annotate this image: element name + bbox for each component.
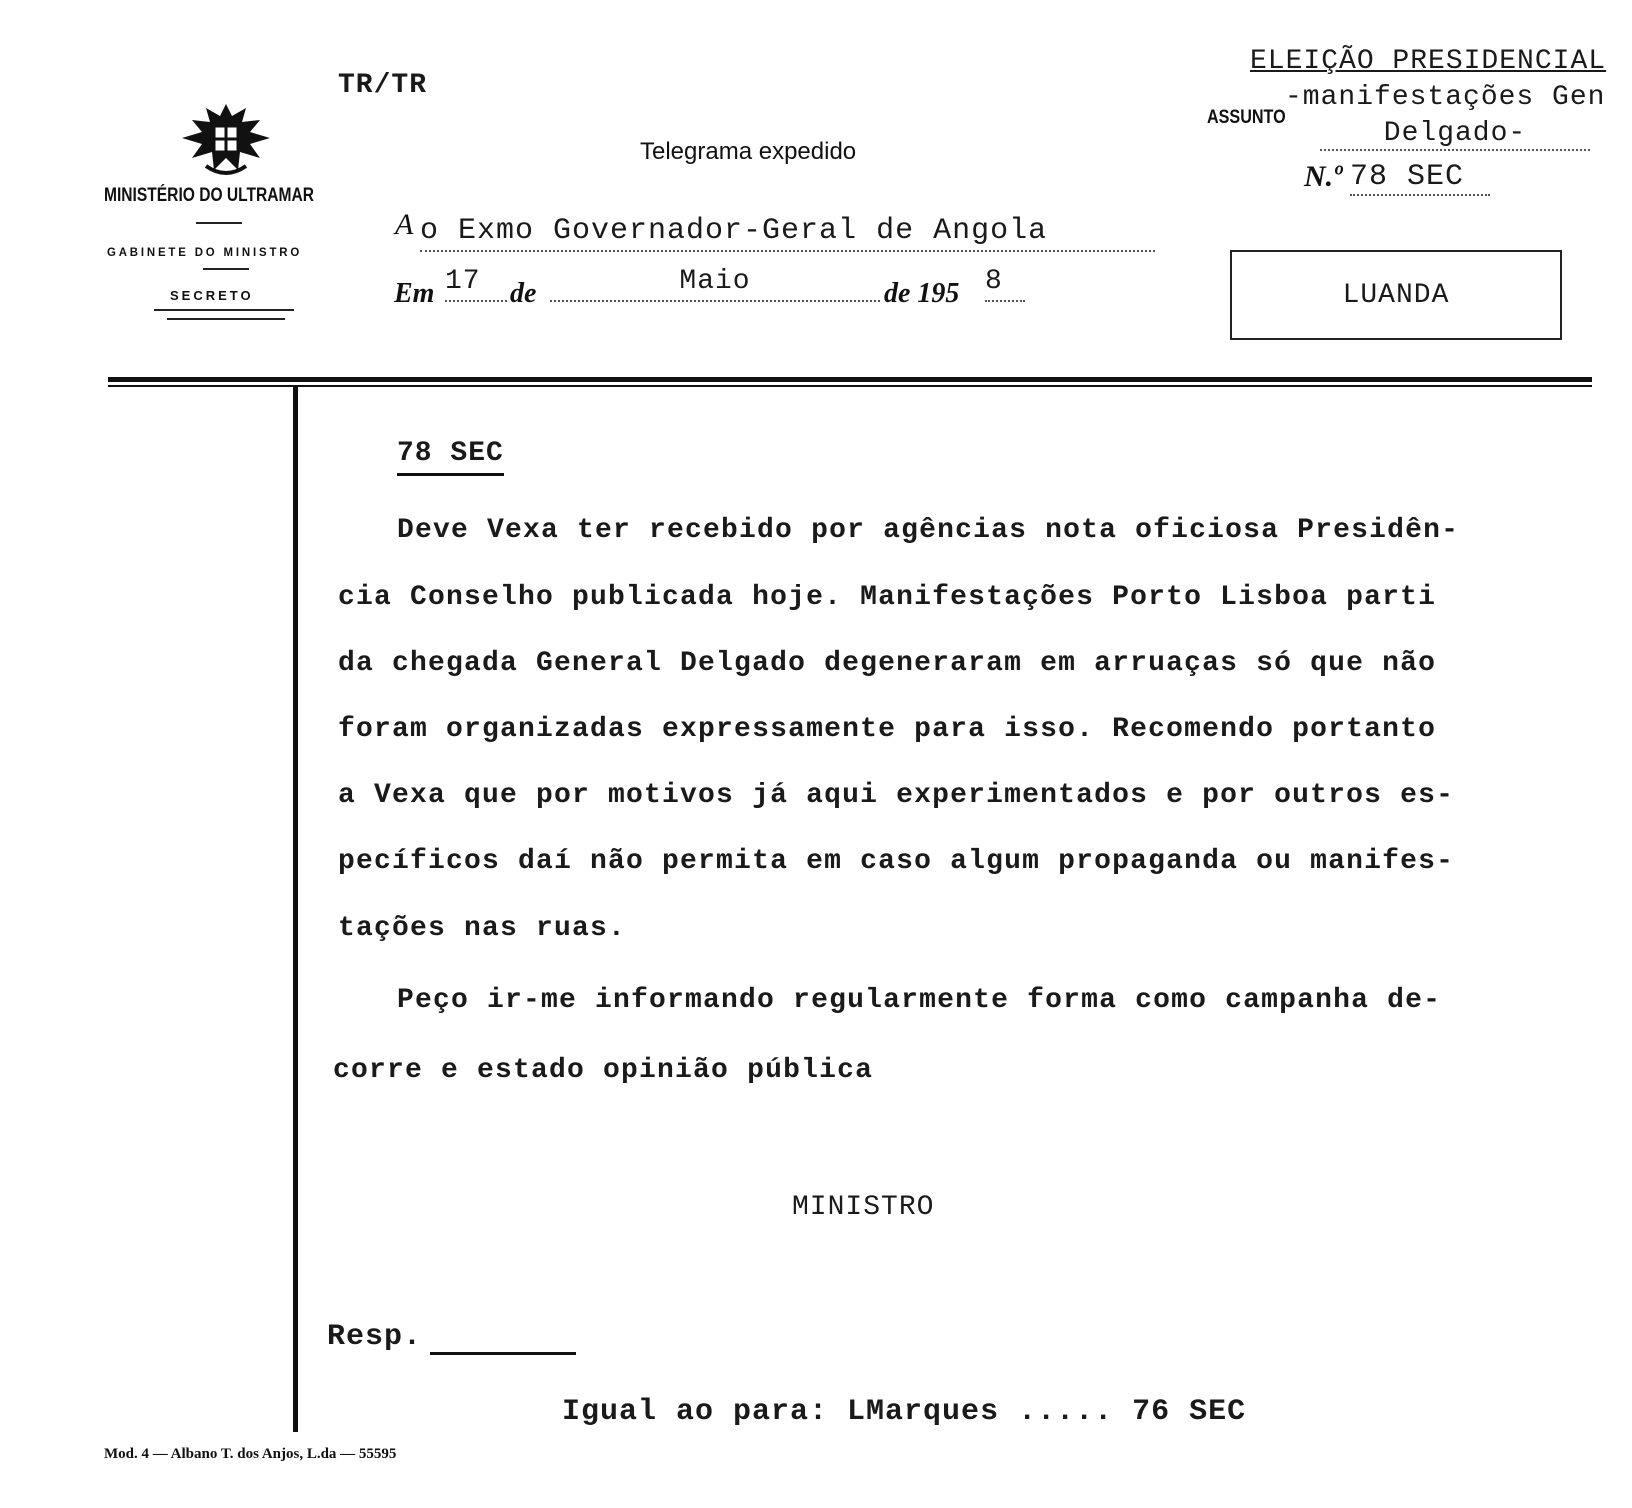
divider: [167, 318, 285, 320]
margin-line: [293, 387, 298, 1432]
copy-note: Igual ao para: LMarques ..... 76 SEC: [562, 1395, 1247, 1429]
coat-of-arms-emblem: [176, 100, 276, 180]
ministry-name: MINISTÉRIO DO ULTRAMAR: [104, 185, 315, 206]
subject-line-3: Delgado-: [1320, 118, 1590, 151]
classification-label: SECRETO: [170, 288, 254, 303]
printer-imprint: Mod. 4 — Albano T. dos Anjos, L.da — 55595: [104, 1446, 397, 1462]
telegram-number: 78 SEC: [1350, 160, 1490, 196]
body-line: a Vexa que por motivos já aqui experimentados e por outros es-: [338, 780, 1455, 811]
office-name: GABINETE DO MINISTRO: [107, 245, 303, 259]
body-reference-number: 78 SEC: [397, 438, 504, 476]
body-line: tações nas ruas.: [338, 913, 627, 944]
addressee-field: o Exmo Governador-Geral de Angola: [420, 214, 1155, 252]
body-line: cia Conselho publicada hoje. Manifestações Porto Lisboa parti: [338, 582, 1437, 613]
divider: [154, 309, 294, 311]
number-label: N.º: [1304, 160, 1343, 193]
divider: [203, 268, 249, 270]
response-label: Resp.: [327, 1320, 423, 1354]
divider: [196, 222, 242, 224]
date-month: Maio: [550, 266, 880, 302]
date-year: 8: [985, 266, 1025, 302]
body-line: da chegada General Delgado degeneraram em arruaças só que não: [338, 648, 1437, 679]
body-line: Deve Vexa ter recebido por agências nota oficiosa Presidên-: [397, 515, 1460, 546]
body-line: corre e estado opinião pública: [333, 1055, 874, 1086]
body-line: Peço ir-me informando regularmente forma como campanha de-: [397, 985, 1442, 1016]
response-line: [430, 1352, 576, 1355]
header-rule: [108, 377, 1592, 382]
subject-line-1: ELEIÇÃO PRESIDENCIAL: [1250, 46, 1607, 77]
document-type: Telegrama expedido: [640, 138, 857, 165]
body-line: foram organizadas expressamente para isso. Recomendo portanto: [338, 714, 1437, 745]
date-year-label: de 195: [884, 278, 960, 309]
signature: MINISTRO: [792, 1192, 935, 1223]
date-day: 17: [445, 266, 507, 302]
date-de-label: de: [510, 278, 537, 309]
date-label: Em: [394, 278, 435, 309]
reference-initials: TR/TR: [338, 70, 428, 101]
coat-of-arms-icon: [176, 100, 276, 180]
header-rule-thin: [108, 385, 1592, 387]
addressee-prefix: A: [395, 208, 414, 241]
subject-line-2: -manifestações Gen: [1285, 82, 1606, 113]
subject-label: ASSUNTO: [1207, 107, 1286, 128]
body-line: pecíficos daí não permita em caso algum propaganda ou manifes-: [338, 846, 1455, 877]
destination-box: LUANDA: [1230, 250, 1562, 340]
